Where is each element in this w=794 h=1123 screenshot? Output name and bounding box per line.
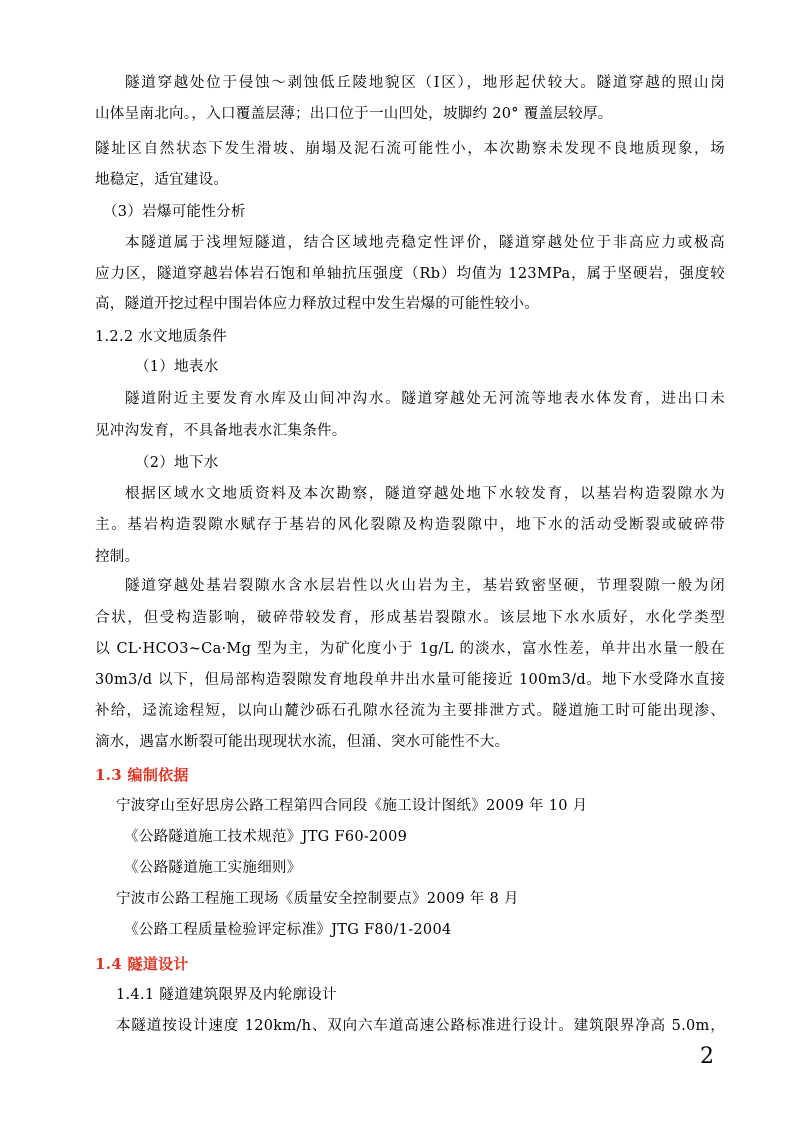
reference-item: 宁波穿山至好思房公路工程第四合同段《施工设计图纸》2009 年 10 月 [116,798,588,814]
paragraph-line: 山体呈南北向。，入口覆盖层薄；出口位于一山凹处，坡脚约 20° 覆盖层较厚。 [95,106,613,122]
paragraph-line: 应力区，隧道穿越岩体岩石饱和单轴抗压强度（Rb）均值为 123MPa，属于坚硬岩，强度较 [95,266,725,282]
paragraph-line: 隧道穿越处位于侵蚀～剥蚀低丘陵地貌区（Ⅰ区），地形起伏较大。隧道穿越的照山岗 [125,75,725,91]
paragraph-line: 地稳定，适宜建设。 [95,172,229,188]
paragraph-line: 高，隧道开挖过程中围岩体应力释放过程中发生岩爆的可能性较小。 [95,296,539,312]
paragraph-line: 合状，但受构造影响，破碎带较发育，形成基岩裂隙水。该层地下水水质好，水化学类型 [95,610,725,626]
paragraph-line: 滴水，遇富水断裂可能出现现状水流，但涌、突水可能性不大。 [95,734,510,750]
section-heading-compilation-basis: 1.3 编制依据 [95,766,189,784]
paragraph-line: 30m3/d 以下，但局部构造裂隙发育地段单井出水量可能接近 100m3/d。地下水受降水直接 [95,672,725,688]
page-number: 2 [700,1044,714,1069]
reference-item: 宁波市公路工程施工现场《质量安全控制要点》2009 年 8 月 [116,891,519,907]
paragraph-line: 主。基岩构造裂隙水赋存于基岩的风化裂隙及构造裂隙中，地下水的活动受断裂或破碎带 [95,517,725,533]
subsection-heading: 1.4.1 隧道建筑限界及内轮廓设计 [116,987,337,1003]
section-heading-tunnel-design: 1.4 隧道设计 [95,955,189,973]
paragraph-line: 本隧道按设计速度 120km/h、双向六车道高速公路标准进行设计。建筑限界净高 5.0m， [116,1018,725,1034]
paragraph-line: 以 CL·HCO3~Ca·Mg 型为主，为矿化度小于 1g/L 的淡水，富水性差，单井出水量一般在 [95,641,725,657]
paragraph-line: 隧道附近主要发育水库及山间冲沟水。隧道穿越处无河流等地表水体发育，进出口未 [125,391,725,407]
reference-item: 《公路隧道施工技术规范》JTG F60-2009 [124,829,408,845]
paragraph-line: 根据区域水文地质资料及本次勘察，隧道穿越处地下水较发育，以基岩构造裂隙水为 [125,486,725,502]
paragraph-line: 见冲沟发育，不具备地表水汇集条件。 [95,423,347,439]
paragraph-line: 补给，迳流途程短，以向山麓沙砾石孔隙水径流为主要排泄方式。隧道施工时可能出现渗、 [95,703,725,719]
subsection-heading: （3）岩爆可能性分析 [103,204,246,220]
reference-item: 《公路工程质量检验评定标准》JTG F80/1-2004 [124,922,452,938]
reference-item: 《公路隧道施工实施细则》 [124,860,302,876]
paragraph-line: 隧址区自然状态下发生滑坡、崩塌及泥石流可能性小，本次勘察未发现不良地质现象，场 [95,141,725,157]
paragraph-line: 控制。 [95,549,140,565]
paragraph-line: 本隧道属于浅埋短隧道，结合区域地壳稳定性评价，隧道穿越处位于非高应力或极高 [125,235,725,251]
section-heading: 1.2.2 水文地质条件 [95,329,228,345]
subsection-heading: （2）地下水 [135,455,219,471]
paragraph-line: 隧道穿越处基岩裂隙水含水层岩性以火山岩为主，基岩致密坚硬，节理裂隙一般为闭 [125,578,725,594]
subsection-heading: （1）地表水 [135,359,219,375]
